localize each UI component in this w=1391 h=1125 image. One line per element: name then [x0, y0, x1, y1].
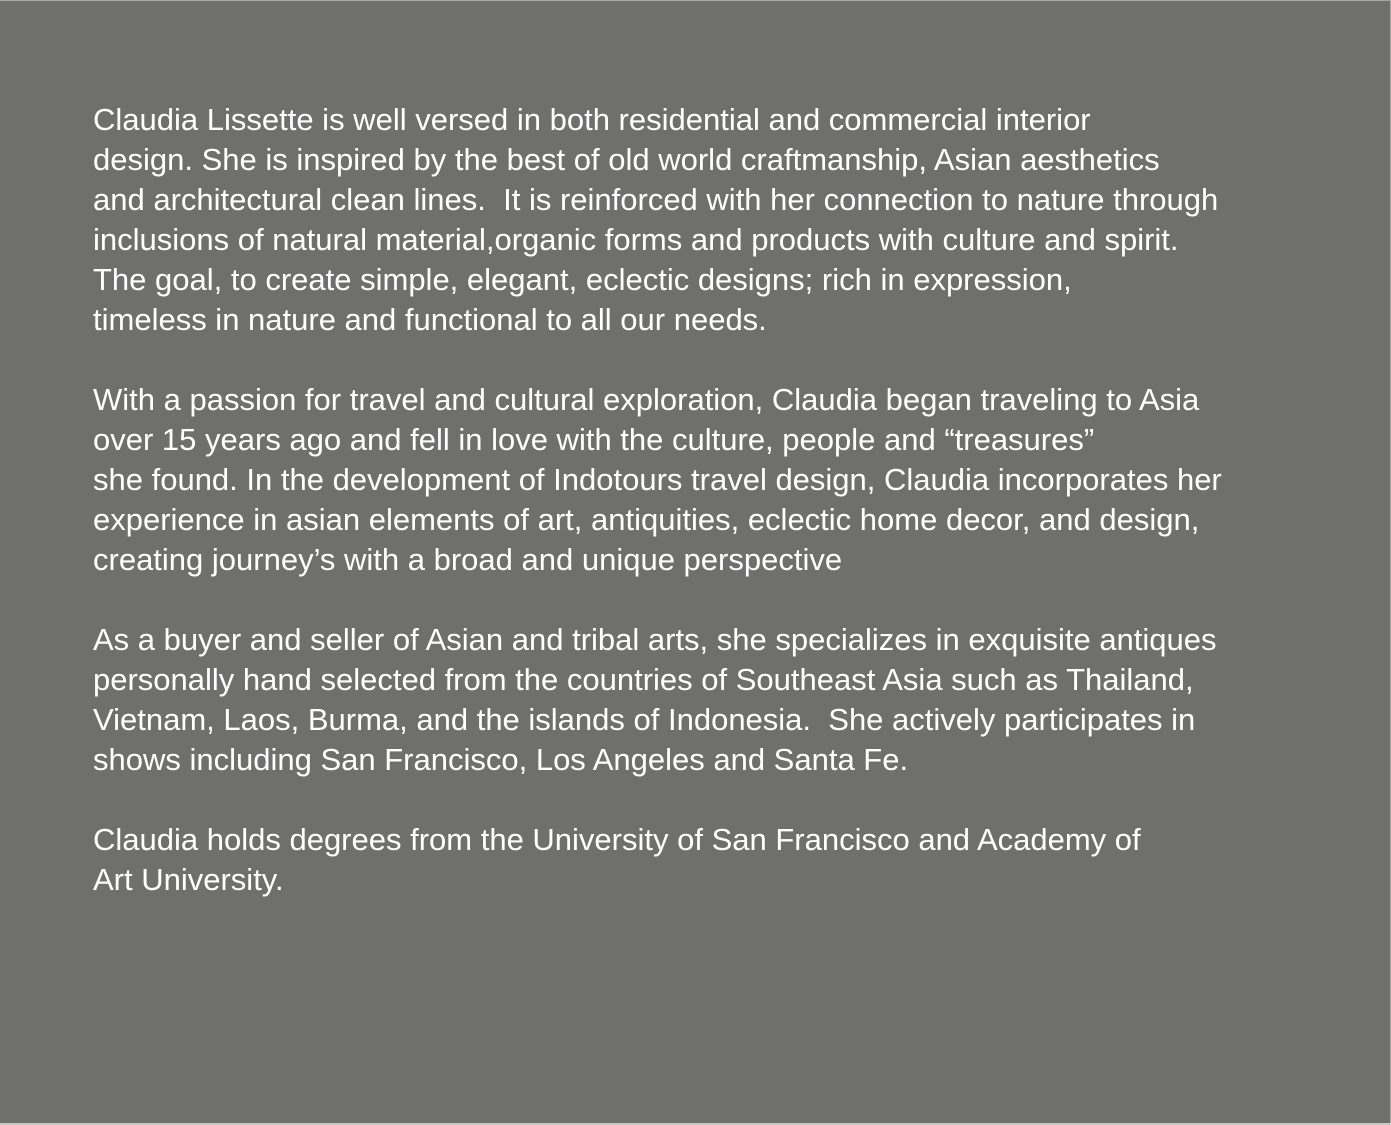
bio-line: shows including San Francisco, Los Angeles and Santa Fe.: [93, 742, 909, 777]
bio-line: With a passion for travel and cultural exploration, Claudia began traveling to Asia: [93, 382, 1200, 417]
bio-line: Claudia Lissette is well versed in both residential and commercial interior: [93, 102, 1091, 137]
bio-paragraph-travel: [93, 380, 1353, 580]
bio-line: experience in asian elements of art, antiquities, eclectic home decor, and design,: [93, 502, 1200, 537]
bio-line: inclusions of natural material,organic forms and products with culture and spirit.: [93, 222, 1179, 257]
bio-line: The goal, to create simple, elegant, eclectic designs; rich in expression,: [93, 262, 1072, 297]
bio-paragraph-education: [93, 820, 1353, 900]
bio-line: design. She is inspired by the best of old world craftmanship, Asian aesthetics: [93, 142, 1160, 177]
bio-paragraph-arts: [93, 620, 1353, 780]
bio-line: personally hand selected from the countries of Southeast Asia such as Thailand,: [93, 662, 1194, 697]
bio-line: and architectural clean lines. It is reinforced with her connection to nature through: [93, 182, 1219, 217]
bio-paragraph-interior-design: [93, 100, 1353, 340]
bio-line: As a buyer and seller of Asian and tribal arts, she specializes in exquisite antiques: [93, 622, 1217, 657]
bio-line: timeless in nature and functional to all our needs.: [93, 302, 767, 337]
bio-text-block: [93, 100, 1353, 940]
bio-line: Vietnam, Laos, Burma, and the islands of Indonesia. She actively participates in: [93, 702, 1196, 737]
bio-line: she found. In the development of Indotours travel design, Claudia incorporates her: [93, 462, 1222, 497]
bio-line: over 15 years ago and fell in love with the culture, people and “treasures”: [93, 422, 1095, 457]
bio-line: Art University.: [93, 862, 284, 897]
bio-line: Claudia holds degrees from the University of San Francisco and Academy of: [93, 822, 1141, 857]
bio-line: creating journey’s with a broad and unique perspective: [93, 542, 843, 577]
